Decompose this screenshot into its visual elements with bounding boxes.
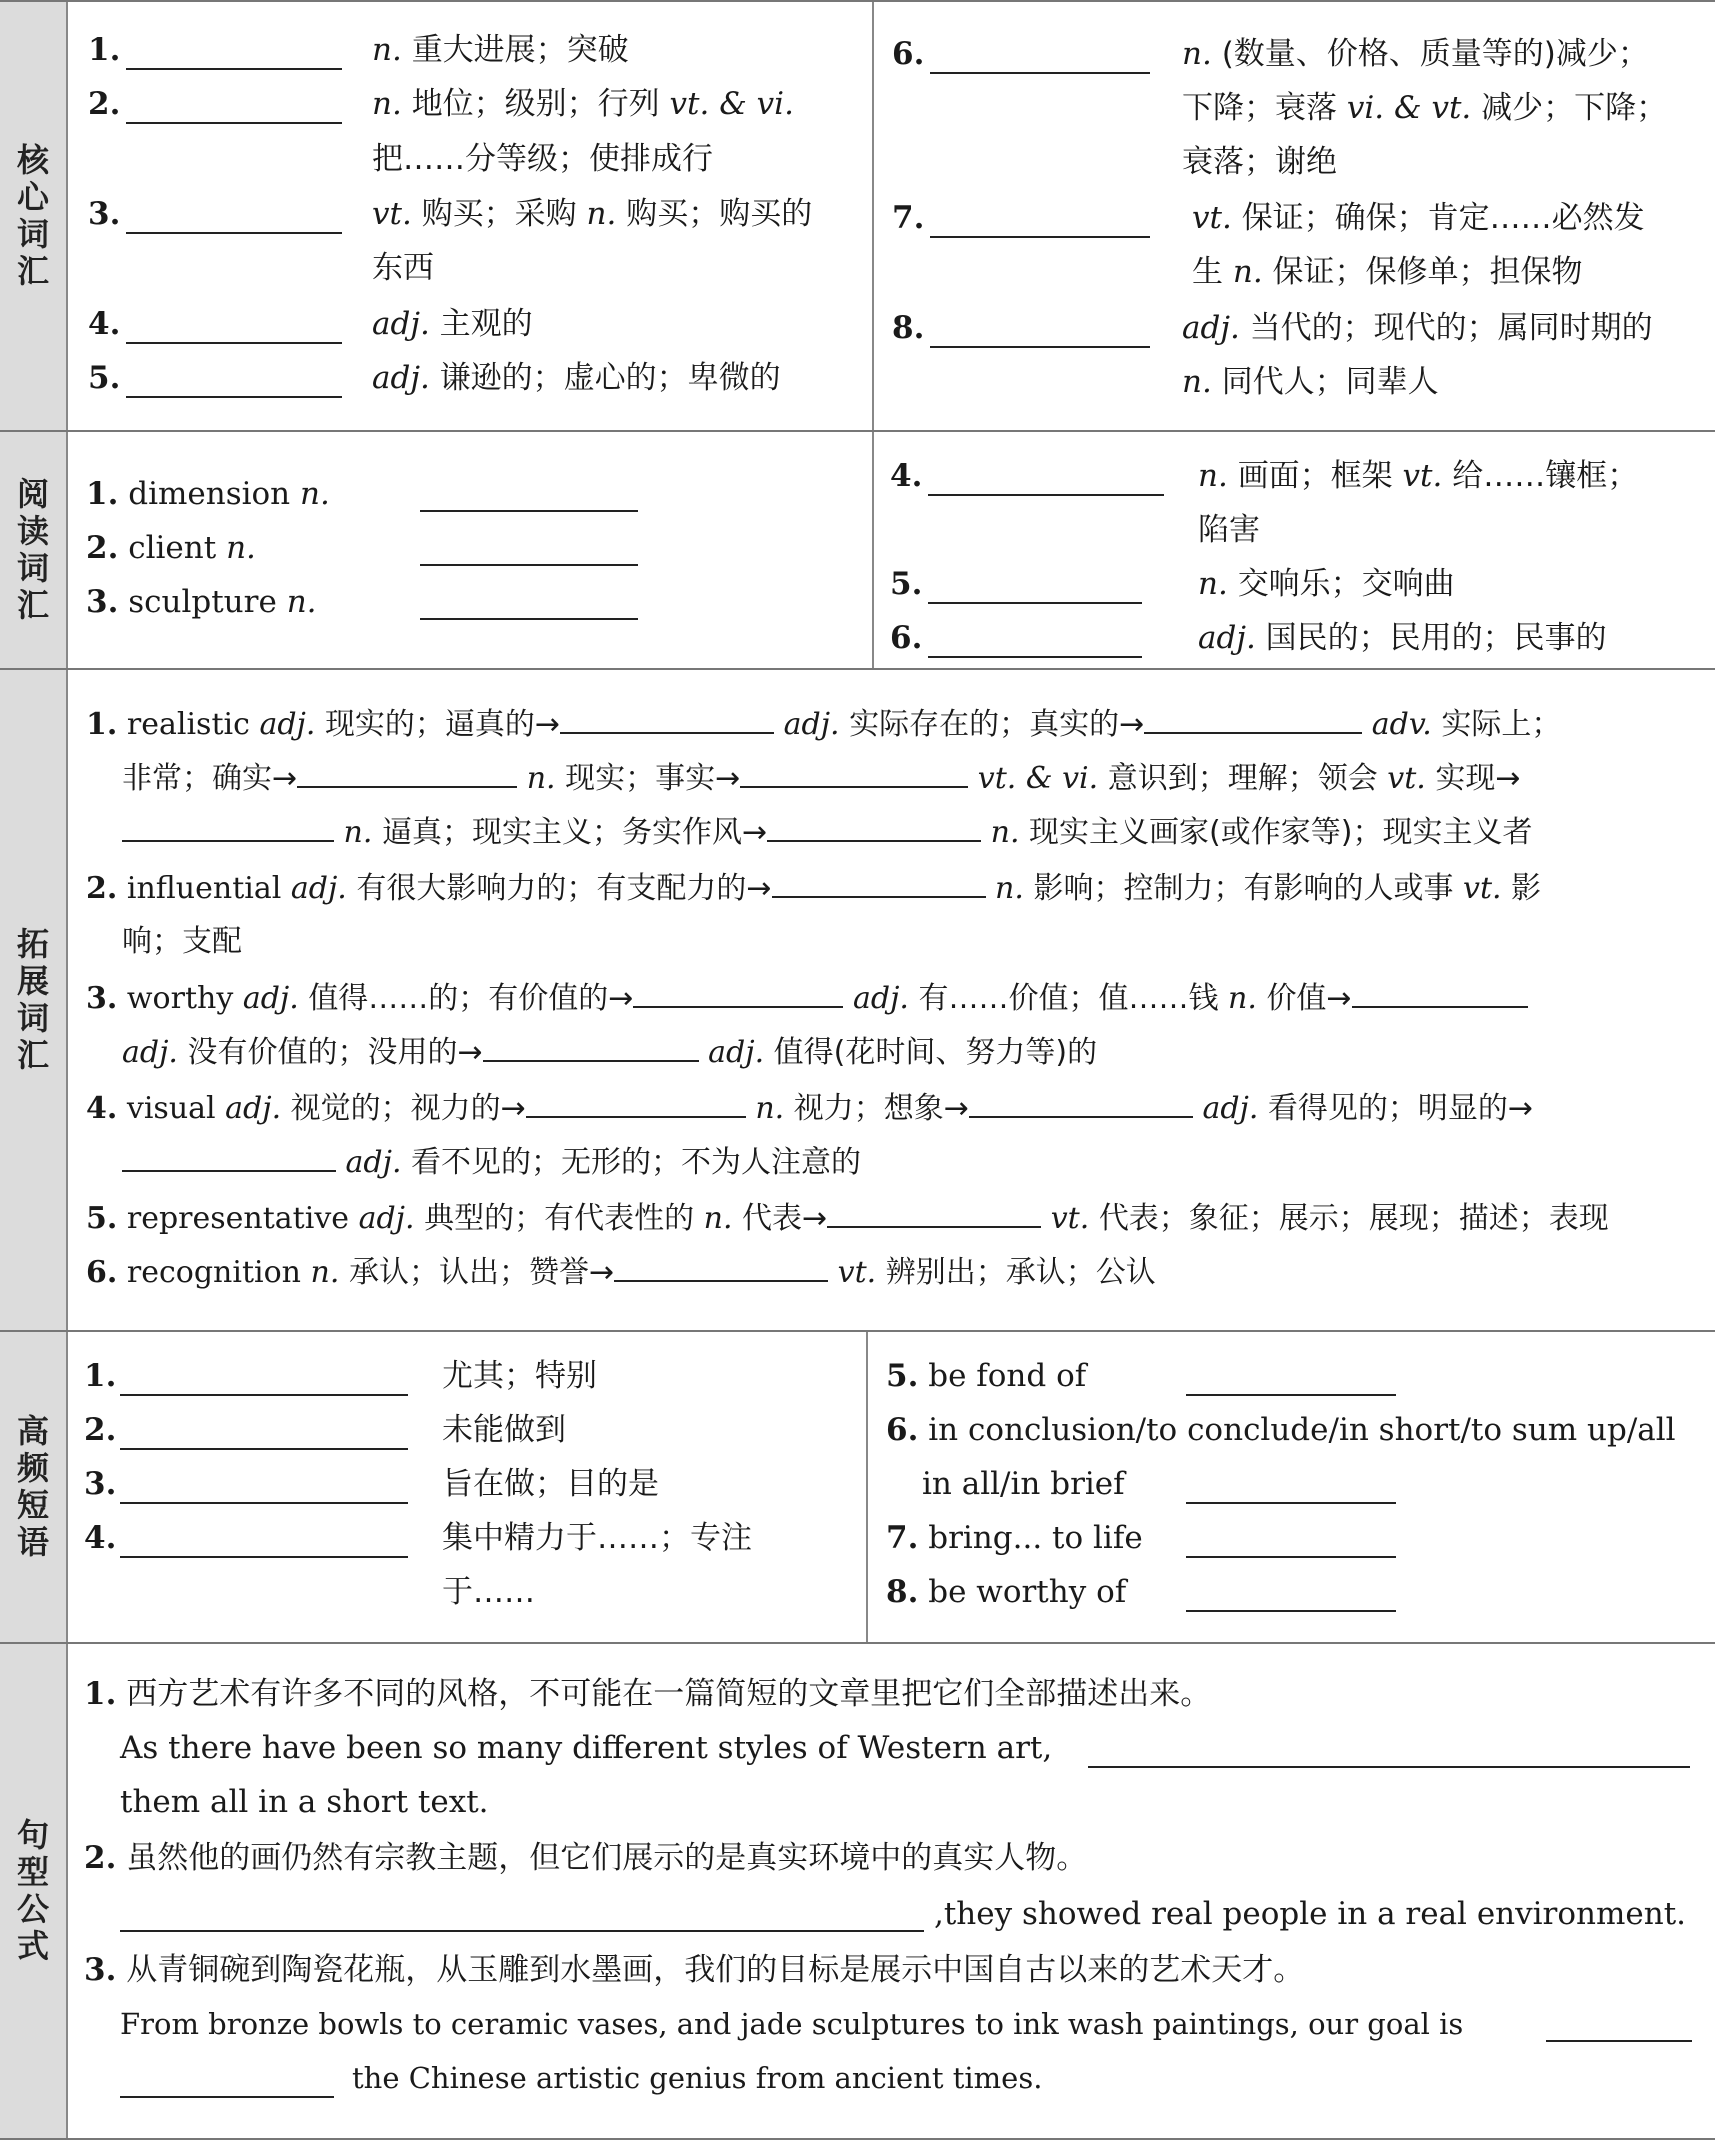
expand-item-6: 6. recognition n. 承认；认出；赞誉→ vt. 辨别出；承认；公认 (86, 1252, 1156, 1292)
reading-item-3: 3. sculpture n. (86, 584, 317, 620)
phrase-item-2: 2. (84, 1412, 117, 1448)
answer-blank[interactable] (930, 316, 1150, 348)
answer-blank[interactable] (120, 2066, 334, 2098)
section-label-expand: 拓 展 词 汇 (0, 670, 68, 1330)
phrase-item-4: 4. (84, 1520, 117, 1556)
core-item-3: 3. (88, 196, 121, 232)
section-label-reading: 阅 读 词 汇 (0, 432, 68, 668)
answer-blank[interactable] (930, 42, 1150, 74)
answer-blank[interactable] (126, 38, 342, 70)
expand-item-5: 5. representative adj. 典型的；有代表性的 n. 代表→ vt. 代表；象征；展示；展现；描述；表现 (86, 1198, 1609, 1238)
phrase-item-6: 6. in conclusion/to conclude/in short/to sum up/all (886, 1412, 1676, 1448)
core-item-1: 1. (88, 32, 121, 68)
phrase-item-1: 1. (84, 1358, 117, 1394)
section-expanded-vocabulary: 拓 展 词 汇 1. realistic adj. 现实的；逼真的→ adj. 实际存在的；真实的→ adv. 实际上； 非常；确实→ n. 现实；事实→ vt. & vi. 意识到；理解；领会 vt. 实现→ n. 逼真；现实主义；务实作风→ n. 现实主义画家(或作家等)；现实主义者 2. influential adj. 有很大影响力的；有支配力的→ n. 影响；控制力；有影响的人或事 vt. 影 响；支配 3. worthy adj. 值得……的；有价值的→ adj. 有……价值；值……钱 n. 价值→ adj. 没有价值的；没用的→ adj. 值得(花时间、努力等)的 4. visual adj. 视觉的；视力的→ n. 视力；想象→ adj. 看得见的；明显的→ adj. 看不见的；无形的；不为人注意的 5. representative adj. 典型的；有代表性的 n. 代表→ vt. 代表；象征；展示；展现；描述；表现 6. recognition n. 承认；认出；赞誉→ vt. 辨别出；承认；公认 (0, 670, 1715, 1332)
answer-blank[interactable] (1186, 1526, 1396, 1558)
reading-item-1: 1. dimension n. (86, 476, 330, 512)
answer-blank[interactable] (526, 1088, 746, 1118)
section-core-vocabulary: 核 心 词 汇 1. n. 重大进展；突破 2. n. 地位；级别；行列 vt. & vi. 把……分等级；使排成行 3. vt. 购买；采购 n. 购买；购买的 东西 4. adj. 主观的 5. adj. 谦逊的；虚心的；卑微的 6. n. (数量、价格、质量等的)减少； 下降；衰落 vi. & vt. 减少；下降； 衰落；谢绝 7. vt. 保证；确保；肯定……必然发 生 n. 保证；保修单；担保物 8. adj. 当代的；现代的；属同时期的 n. 同代人；同辈人 (0, 0, 1715, 432)
phrase-item-3: 3. (84, 1466, 117, 1502)
answer-blank[interactable] (120, 1364, 408, 1396)
answer-blank[interactable] (483, 1032, 699, 1062)
answer-blank[interactable] (560, 704, 774, 734)
answer-blank[interactable] (126, 92, 342, 124)
answer-blank[interactable] (297, 758, 517, 788)
core-item-4: 4. (88, 306, 121, 342)
answer-blank[interactable] (420, 480, 638, 512)
core-item-2: 2. (88, 86, 121, 122)
answer-blank[interactable] (740, 758, 968, 788)
answer-blank[interactable] (126, 202, 342, 234)
answer-blank[interactable] (969, 1088, 1193, 1118)
section-label-core: 核 心 词 汇 (0, 2, 68, 430)
answer-blank[interactable] (120, 1526, 408, 1558)
answer-blank[interactable] (1546, 2010, 1692, 2042)
answer-blank[interactable] (1186, 1364, 1396, 1396)
section-reading-vocabulary: 阅 读 词 汇 1. dimension n. 2. client n. 3. sculpture n. 4. n. 画面；框架 vt. 给……镶框； 陷害 5. n. 交响乐；交响曲 6. adj. 国民的；民用的；民事的 (0, 432, 1715, 670)
answer-blank[interactable] (772, 868, 986, 898)
answer-blank[interactable] (420, 534, 638, 566)
expand-item-4: 4. visual adj. 视觉的；视力的→ n. 视力；想象→ adj. 看得见的；明显的→ (86, 1088, 1533, 1128)
sentence-item-3: 3. 从青铜碗到陶瓷花瓶，从玉雕到水墨画，我们的目标是展示中国自古以来的艺术天才。 (84, 1952, 1305, 1988)
answer-blank[interactable] (928, 572, 1142, 604)
answer-blank[interactable] (827, 1198, 1041, 1228)
column-divider (872, 432, 874, 668)
answer-blank[interactable] (928, 464, 1164, 496)
reading-item-6: 6. (890, 620, 923, 656)
expand-item-1: 1. realistic adj. 现实的；逼真的→ adj. 实际存在的；真实的→ adv. 实际上； (86, 704, 1561, 744)
sentence-item-1: 1. 西方艺术有许多不同的风格，不可能在一篇简短的文章里把它们全部描述出来。 (84, 1676, 1212, 1712)
section-phrases: 高 频 短 语 1. 尤其；特别 2. 未能做到 3. 旨在做；目的是 4. 集中精力于……；专注 于…… 5. be fond of 6. in conclusion/to conclude/in short/to sum up/all in all/in brief 7. bring... to life 8. be worthy of (0, 1332, 1715, 1644)
core-item-7: 7. (892, 200, 925, 236)
reading-item-4: 4. (890, 458, 923, 494)
answer-blank[interactable] (420, 588, 638, 620)
answer-blank[interactable] (126, 366, 342, 398)
section-sentence-patterns: 句 型 公 式 1. 西方艺术有许多不同的风格，不可能在一篇简短的文章里把它们全部描述出来。 As there have been so many different styles of Western art, them all in a short text. 2. 虽然他的画仍然有宗教主题，但它们展示的是真实环境中的真实人物。 ,they showed real people in a real environment. 3. 从青铜碗到陶瓷花瓶，从玉雕到水墨画，我们的目标是展示中国自古以来的艺术天才。 From bronze bowls to ceramic vases, and jade sculptures to ink wash paintings, our goal is the Chinese artistic genius from ancient times. (0, 1644, 1715, 2140)
reading-item-2: 2. client n. (86, 530, 256, 566)
answer-blank[interactable] (122, 1142, 336, 1172)
answer-blank[interactable] (126, 312, 342, 344)
answer-blank[interactable] (614, 1252, 828, 1282)
expand-item-3: 3. worthy adj. 值得……的；有价值的→ adj. 有……价值；值……钱 n. 价值→ (86, 978, 1528, 1018)
answer-blank[interactable] (928, 626, 1142, 658)
answer-blank[interactable] (767, 812, 981, 842)
answer-blank[interactable] (1352, 978, 1528, 1008)
answer-blank[interactable] (120, 1900, 924, 1932)
answer-blank[interactable] (1186, 1472, 1396, 1504)
answer-blank[interactable] (122, 812, 334, 842)
column-divider (866, 1332, 868, 1642)
reading-item-5: 5. (890, 566, 923, 602)
answer-blank[interactable] (1088, 1736, 1690, 1768)
core-item-8: 8. (892, 310, 925, 346)
phrase-item-5: 5. be fond of (886, 1358, 1087, 1394)
answer-blank[interactable] (120, 1418, 408, 1450)
expand-item-2: 2. influential adj. 有很大影响力的；有支配力的→ n. 影响；控制力；有影响的人或事 vt. 影 (86, 868, 1541, 908)
answer-blank[interactable] (1144, 704, 1362, 734)
section-label-sentences: 句 型 公 式 (0, 1644, 68, 2138)
sentence-item-2: 2. 虽然他的画仍然有宗教主题，但它们展示的是真实环境中的真实人物。 (84, 1840, 1088, 1876)
answer-blank[interactable] (120, 1472, 408, 1504)
answer-blank[interactable] (633, 978, 843, 1008)
section-label-phrases: 高 频 短 语 (0, 1332, 68, 1642)
core-item-6: 6. (892, 36, 925, 72)
answer-blank[interactable] (1186, 1580, 1396, 1612)
answer-blank[interactable] (930, 206, 1150, 238)
core-item-5: 5. (88, 360, 121, 396)
phrase-item-8: 8. be worthy of (886, 1574, 1127, 1610)
phrase-item-7: 7. bring... to life (886, 1520, 1143, 1556)
column-divider (872, 2, 874, 430)
